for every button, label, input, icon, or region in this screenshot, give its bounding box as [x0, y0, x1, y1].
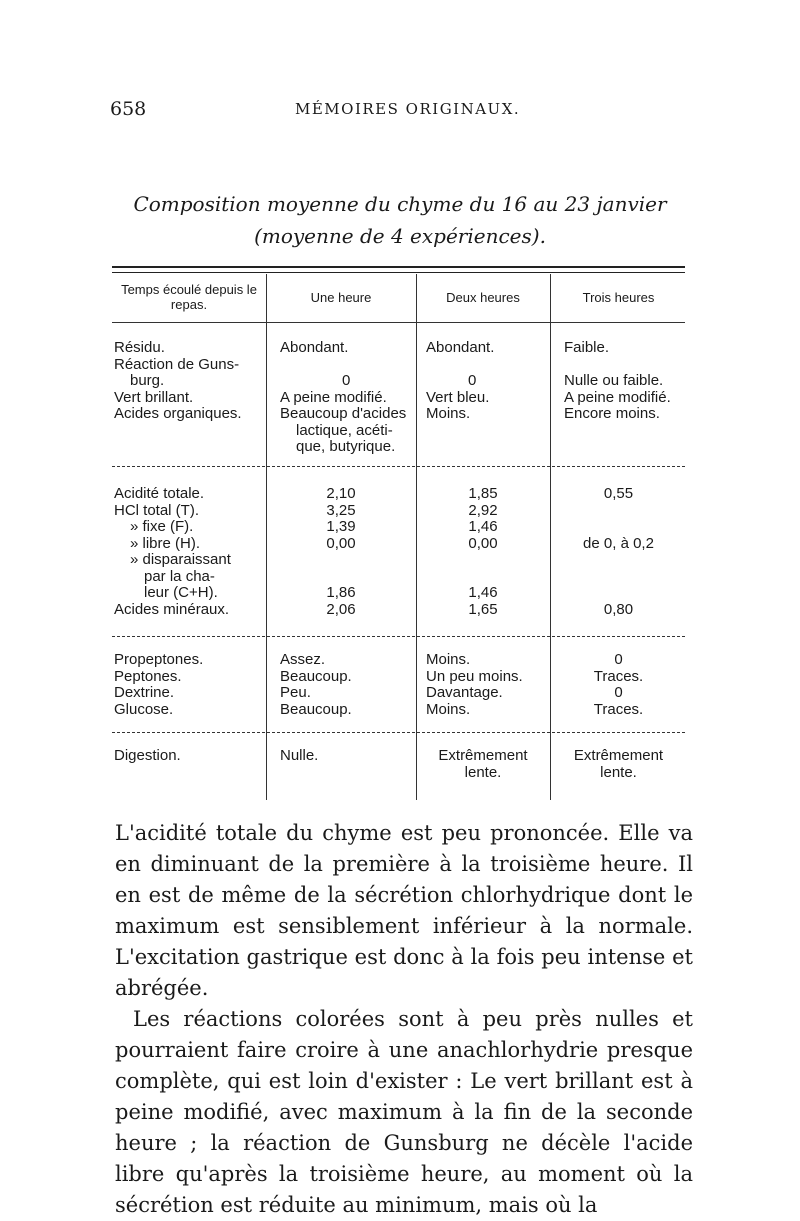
group3-one-hour: Assez. Beaucoup. Peu. Beaucoup.	[280, 651, 352, 718]
group4-two-hours: Extrêmement lente.	[438, 747, 528, 781]
table-top-rule	[112, 266, 685, 273]
group-rule	[112, 466, 685, 467]
column-divider	[266, 274, 267, 800]
column-divider	[416, 274, 417, 800]
paragraph-1: L'acidité totale du chyme est peu prononcée. Elle va en diminuant de la première à la troisième heure. Il en est de même de la sécrétion chlorhydrique dont le maximum est sensiblement inférieur à la normale. L'excitation gastrique est donc à la fois peu intense et abrégée.	[115, 821, 693, 1000]
group-rule	[112, 636, 685, 637]
group3-three-hours: 0 Traces. 0 Traces.	[593, 651, 644, 718]
group-rule	[112, 732, 685, 733]
group3-labels: Propeptones. Peptones. Dextrine. Glucose.	[114, 651, 204, 718]
group3-two-hours: Moins. Un peu moins. Davantage. Moins.	[426, 651, 523, 718]
header-one-hour: Une heure	[310, 290, 372, 305]
group2-one-hour: 2,10 3,25 1,39 0,00 1,86 2,06	[326, 485, 356, 618]
header-three-hours: Trois heures	[582, 290, 655, 305]
running-head: MÉMOIRES ORIGINAUX.	[295, 100, 521, 118]
body-text	[115, 818, 693, 1221]
group4-label: Digestion.	[114, 747, 181, 764]
group1-one-hour: Abondant. 0 A peine modifié. Beaucoup d'acides lactique, acéti- que, butyrique.	[280, 339, 407, 455]
page-number: 658	[110, 98, 147, 120]
paragraph-2: Les réactions colorées sont à peu près nulles et pourraient faire croire à une anachlorhydrie presque complète, qui est loin d'exister : Le vert brillant est à peine modifié, avec maximum à la fin de la seconde heure ; la réaction de Gunsburg ne décèle l'acide libre qu'après la troisième heure, au moment où la sécrétion est réduite au minimum, mais où la	[115, 1007, 693, 1217]
header-time-elapsed: Temps écoulé depuis le repas.	[121, 282, 257, 312]
group4-one-hour: Nulle.	[280, 747, 319, 764]
group2-three-hours: 0,55 de 0, à 0,2 0,80	[583, 485, 654, 618]
column-divider	[550, 274, 551, 800]
header-rule	[112, 322, 685, 323]
group2-two-hours: 1,85 2,92 1,46 0,00 1,46 1,65	[468, 485, 498, 618]
group1-two-hours: Abondant. 0 Vert bleu. Moins.	[426, 339, 495, 422]
header-two-hours: Deux heures	[446, 290, 520, 305]
data-table	[112, 266, 685, 800]
table-caption	[110, 188, 690, 252]
group1-labels: Résidu. Réaction de Guns- burg. Vert brillant. Acides organiques.	[114, 339, 242, 422]
group4-three-hours: Extrêmement lente.	[573, 747, 664, 781]
caption-line-1: Composition moyenne du chyme du 16 au 23 janvier	[133, 192, 667, 216]
caption-line-2: (moyenne de 4 expériences).	[254, 224, 546, 248]
group2-labels: Acidité totale. HCl total (T). » fixe (F). » libre (H). » disparaissant par la cha- leur (C+H). Acides minéraux.	[114, 485, 231, 618]
page-header	[110, 98, 680, 128]
group1-three-hours: Faible. Nulle ou faible. A peine modifié. Encore moins.	[564, 339, 671, 422]
